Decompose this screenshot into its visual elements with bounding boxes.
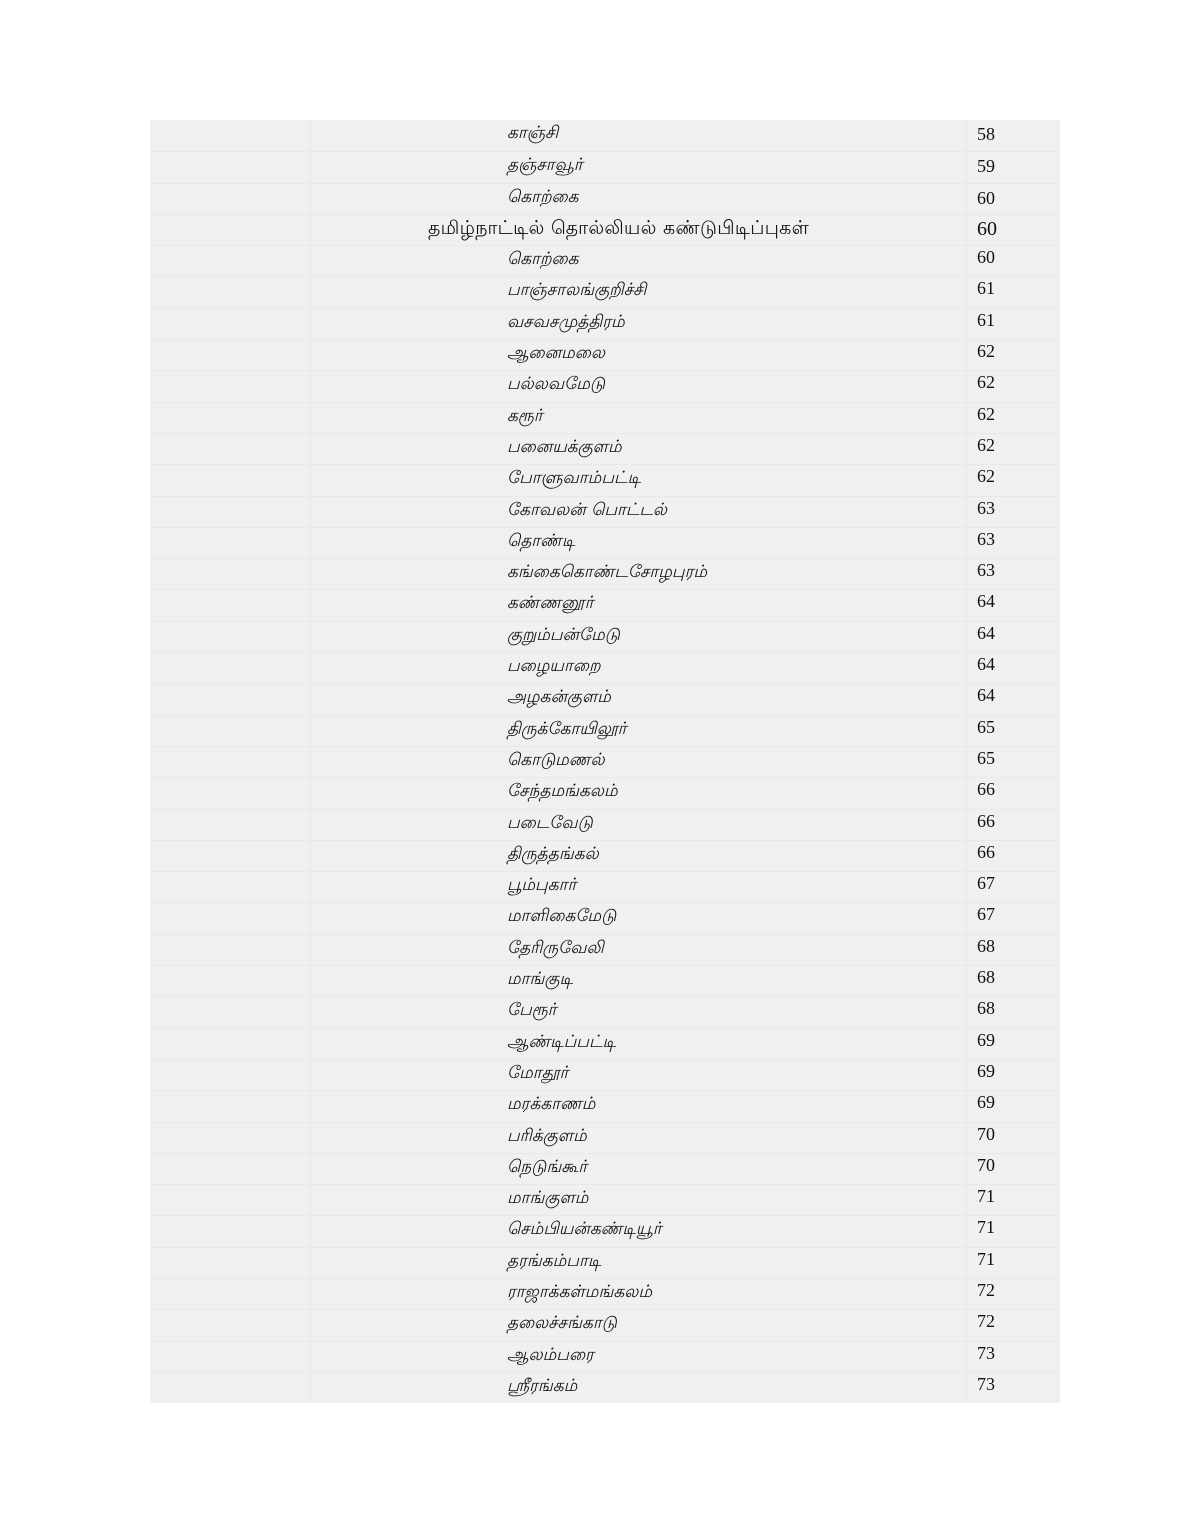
toc-entry-row <box>150 621 1060 652</box>
column-divider <box>966 371 967 401</box>
column-divider <box>310 903 311 933</box>
page-number: 70 <box>977 1154 995 1175</box>
toc-entry-row <box>150 902 1060 933</box>
entry-title: பரிக்குளம் <box>507 1125 587 1146</box>
entry-title: கண்ணனூர் <box>507 593 594 614</box>
page-number: 61 <box>977 278 995 299</box>
toc-entry-row <box>150 683 1060 714</box>
column-divider <box>966 966 967 996</box>
entry-title: ராஜாக்கள்மங்கலம் <box>507 1281 653 1302</box>
page-number: 63 <box>977 560 995 581</box>
entry-title: பேரூர் <box>507 1000 557 1021</box>
entry-title: பழையாறை <box>507 656 601 677</box>
entry-title: திருக்கோயிலூர் <box>507 718 627 739</box>
page-number: 62 <box>977 466 995 487</box>
toc-entry-row <box>150 558 1060 589</box>
page-number: 72 <box>977 1311 995 1332</box>
column-divider <box>966 246 967 276</box>
column-divider <box>310 184 311 214</box>
page-number: 58 <box>977 124 995 144</box>
page-number: 64 <box>977 654 995 675</box>
column-divider <box>310 340 311 370</box>
column-divider <box>310 465 311 495</box>
page-number: 61 <box>977 309 995 330</box>
page-number: 67 <box>977 873 995 894</box>
page-number: 71 <box>977 1217 995 1238</box>
column-divider <box>310 653 311 683</box>
column-divider <box>310 246 311 276</box>
page-number: 62 <box>977 403 995 424</box>
column-divider <box>310 997 311 1027</box>
toc-entry-row <box>150 1372 1060 1403</box>
page-number: 68 <box>977 967 995 988</box>
entry-title: பனையக்குளம் <box>507 436 622 457</box>
entry-title: ஆண்டிப்பட்டி <box>507 1031 617 1052</box>
page-number: 69 <box>977 1029 995 1050</box>
page-number: 62 <box>977 341 995 362</box>
column-divider <box>310 528 311 558</box>
column-divider <box>310 1123 311 1153</box>
toc-entry-row <box>150 871 1060 902</box>
toc-entry-row <box>150 746 1060 777</box>
page-number: 63 <box>977 528 995 549</box>
entry-title: படைவேடு <box>507 812 593 833</box>
column-divider <box>966 810 967 840</box>
column-divider <box>310 403 311 433</box>
column-divider <box>310 935 311 965</box>
entry-title: நெடுங்கூர் <box>507 1156 588 1177</box>
column-divider <box>310 1342 311 1372</box>
column-divider <box>310 622 311 652</box>
column-divider <box>310 1248 311 1278</box>
column-divider <box>966 1060 967 1090</box>
column-divider <box>966 120 967 151</box>
entry-title: மோதூர் <box>507 1062 569 1083</box>
entry-title: செம்பியன்கண்டியூர் <box>507 1219 662 1240</box>
page-number: 64 <box>977 591 995 612</box>
toc-entry-row <box>150 777 1060 808</box>
toc-entry-row <box>150 1090 1060 1121</box>
column-divider <box>310 120 311 151</box>
entry-title: குறும்பன்மேடு <box>507 624 620 645</box>
page-number: 65 <box>977 747 995 768</box>
column-divider <box>310 497 311 527</box>
page-number: 60 <box>977 187 995 208</box>
column-divider <box>310 590 311 620</box>
column-divider <box>310 1185 311 1215</box>
toc-entry-row <box>150 1059 1060 1090</box>
column-divider <box>310 1373 311 1403</box>
entry-title: அழகன்குளம் <box>507 687 611 708</box>
column-divider <box>310 716 311 746</box>
toc-section-heading-row <box>150 214 1060 245</box>
column-divider <box>310 872 311 902</box>
page-number: 67 <box>977 904 995 925</box>
page-number: 64 <box>977 685 995 706</box>
column-divider <box>310 371 311 401</box>
entry-title: ஆனைமலை <box>507 343 605 364</box>
toc-entry-row <box>150 996 1060 1027</box>
entry-title: தஞ்சாவூர் <box>507 155 583 176</box>
page-number: 63 <box>977 497 995 518</box>
toc-entry-row <box>150 589 1060 620</box>
column-divider <box>966 1342 967 1372</box>
entry-title: பாஞ்சாலங்குறிச்சி <box>507 280 647 301</box>
toc-entry-row <box>150 1122 1060 1153</box>
column-divider <box>966 1216 967 1246</box>
column-divider <box>310 277 311 307</box>
column-divider <box>966 935 967 965</box>
page-number: 66 <box>977 810 995 831</box>
column-divider <box>966 497 967 527</box>
toc-entry-row <box>150 1028 1060 1059</box>
column-divider <box>966 1373 967 1403</box>
entry-title: கோவலன் பொட்டல் <box>507 499 668 520</box>
page-number: 69 <box>977 1060 995 1081</box>
entry-title: கொடுமணல் <box>507 749 605 770</box>
toc-entry-row <box>150 402 1060 433</box>
column-divider <box>966 1279 967 1309</box>
toc-entry-row <box>150 308 1060 339</box>
entry-title: தேரிருவேலி <box>507 937 604 958</box>
entry-title: மாளிகைமேடு <box>507 906 617 927</box>
entry-title: ஆலம்பரை <box>507 1344 594 1365</box>
page-number: 69 <box>977 1092 995 1113</box>
entry-title: பல்லவமேடு <box>507 374 606 395</box>
column-divider <box>966 1091 967 1121</box>
entry-title: பூம்புகார் <box>507 875 577 896</box>
page-number: 62 <box>977 434 995 455</box>
toc-entry-row <box>150 840 1060 871</box>
toc-entry-row <box>150 433 1060 464</box>
page-number: 73 <box>977 1373 995 1394</box>
table-of-contents <box>150 120 1060 1403</box>
entry-title: கரூர் <box>507 405 543 426</box>
column-divider <box>310 1091 311 1121</box>
column-divider <box>966 340 967 370</box>
column-divider <box>966 653 967 683</box>
toc-entry-row <box>150 1215 1060 1246</box>
entry-title: மாங்குளம் <box>507 1188 589 1209</box>
column-divider <box>310 747 311 777</box>
entry-title: கங்கைகொண்டசோழபுரம் <box>507 562 708 583</box>
column-divider <box>966 1248 967 1278</box>
page-number: 65 <box>977 716 995 737</box>
column-divider <box>966 747 967 777</box>
toc-entry-row <box>150 245 1060 276</box>
column-divider <box>310 559 311 589</box>
toc-entry-row <box>150 715 1060 746</box>
column-divider <box>310 778 311 808</box>
column-divider <box>966 1029 967 1059</box>
page-number: 71 <box>977 1186 995 1207</box>
column-divider <box>966 903 967 933</box>
toc-entry-row <box>150 276 1060 307</box>
column-divider <box>310 1029 311 1059</box>
entry-title: கொற்கை <box>507 249 579 270</box>
page-number: 60 <box>977 247 995 268</box>
column-divider <box>310 810 311 840</box>
column-divider <box>966 716 967 746</box>
column-divider <box>966 684 967 714</box>
entry-title: மாங்குடி <box>507 969 573 990</box>
entry-title: கொற்கை <box>507 186 579 207</box>
toc-entry-row <box>150 183 1060 214</box>
toc-entry-row <box>150 934 1060 965</box>
column-divider <box>966 152 967 182</box>
column-divider <box>310 1154 311 1184</box>
toc-entry-row <box>150 151 1060 182</box>
column-divider <box>966 1154 967 1184</box>
entry-title: ஸ்ரீரங்கம் <box>507 1375 578 1396</box>
column-divider <box>966 528 967 558</box>
page-number: 70 <box>977 1123 995 1144</box>
column-divider <box>966 309 967 339</box>
column-divider <box>966 184 967 214</box>
column-divider <box>310 1279 311 1309</box>
page-number: 62 <box>977 372 995 393</box>
toc-entry-row <box>150 1341 1060 1372</box>
page-number: 66 <box>977 841 995 862</box>
column-divider <box>966 215 967 245</box>
page-number: 60 <box>977 217 997 240</box>
entry-title: வசவசமுத்திரம் <box>507 311 625 332</box>
page-number: 73 <box>977 1342 995 1363</box>
column-divider <box>966 1310 967 1340</box>
column-divider <box>966 277 967 307</box>
column-divider <box>966 403 967 433</box>
entry-title: தொண்டி <box>507 530 576 551</box>
toc-entry-row <box>150 527 1060 558</box>
column-divider <box>310 1216 311 1246</box>
page-number: 72 <box>977 1279 995 1300</box>
page-number: 59 <box>977 156 995 177</box>
column-divider <box>966 1185 967 1215</box>
section-heading: தமிழ்நாட்டில் தொல்லியல் கண்டுபிடிப்புகள் <box>428 216 810 239</box>
toc-entry-row <box>150 339 1060 370</box>
column-divider <box>310 841 311 871</box>
column-divider <box>310 309 311 339</box>
toc-entry-row <box>150 652 1060 683</box>
toc-entry-row <box>150 496 1060 527</box>
column-divider <box>310 966 311 996</box>
column-divider <box>966 872 967 902</box>
entry-title: சேந்தமங்கலம் <box>507 781 618 802</box>
column-divider <box>966 778 967 808</box>
toc-entry-row <box>150 464 1060 495</box>
entry-title: போளுவாம்பட்டி <box>507 468 642 489</box>
column-divider <box>966 434 967 464</box>
toc-entry-row <box>150 120 1060 151</box>
entry-title: திருத்தங்கல் <box>507 843 599 864</box>
toc-entry-row <box>150 1184 1060 1215</box>
column-divider <box>966 559 967 589</box>
toc-entry-row <box>150 1278 1060 1309</box>
entry-title: தரங்கம்பாடி <box>507 1250 602 1271</box>
column-divider <box>310 215 311 245</box>
column-divider <box>966 465 967 495</box>
page-number: 66 <box>977 779 995 800</box>
toc-entry-row <box>150 1247 1060 1278</box>
column-divider <box>966 1123 967 1153</box>
column-divider <box>310 1310 311 1340</box>
column-divider <box>966 997 967 1027</box>
column-divider <box>966 622 967 652</box>
column-divider <box>310 1060 311 1090</box>
column-divider <box>310 684 311 714</box>
page-number: 71 <box>977 1248 995 1269</box>
page-number: 64 <box>977 622 995 643</box>
page-number: 68 <box>977 998 995 1019</box>
column-divider <box>966 590 967 620</box>
entry-title: மரக்காணம் <box>507 1094 596 1115</box>
toc-entry-row <box>150 965 1060 996</box>
page-number: 68 <box>977 935 995 956</box>
column-divider <box>310 152 311 182</box>
entry-title: காஞ்சி <box>507 123 559 143</box>
toc-entry-row <box>150 370 1060 401</box>
toc-entry-row <box>150 1153 1060 1184</box>
column-divider <box>966 841 967 871</box>
column-divider <box>310 434 311 464</box>
toc-entry-row <box>150 1309 1060 1340</box>
entry-title: தலைச்சங்காடு <box>507 1313 617 1334</box>
toc-entry-row <box>150 809 1060 840</box>
